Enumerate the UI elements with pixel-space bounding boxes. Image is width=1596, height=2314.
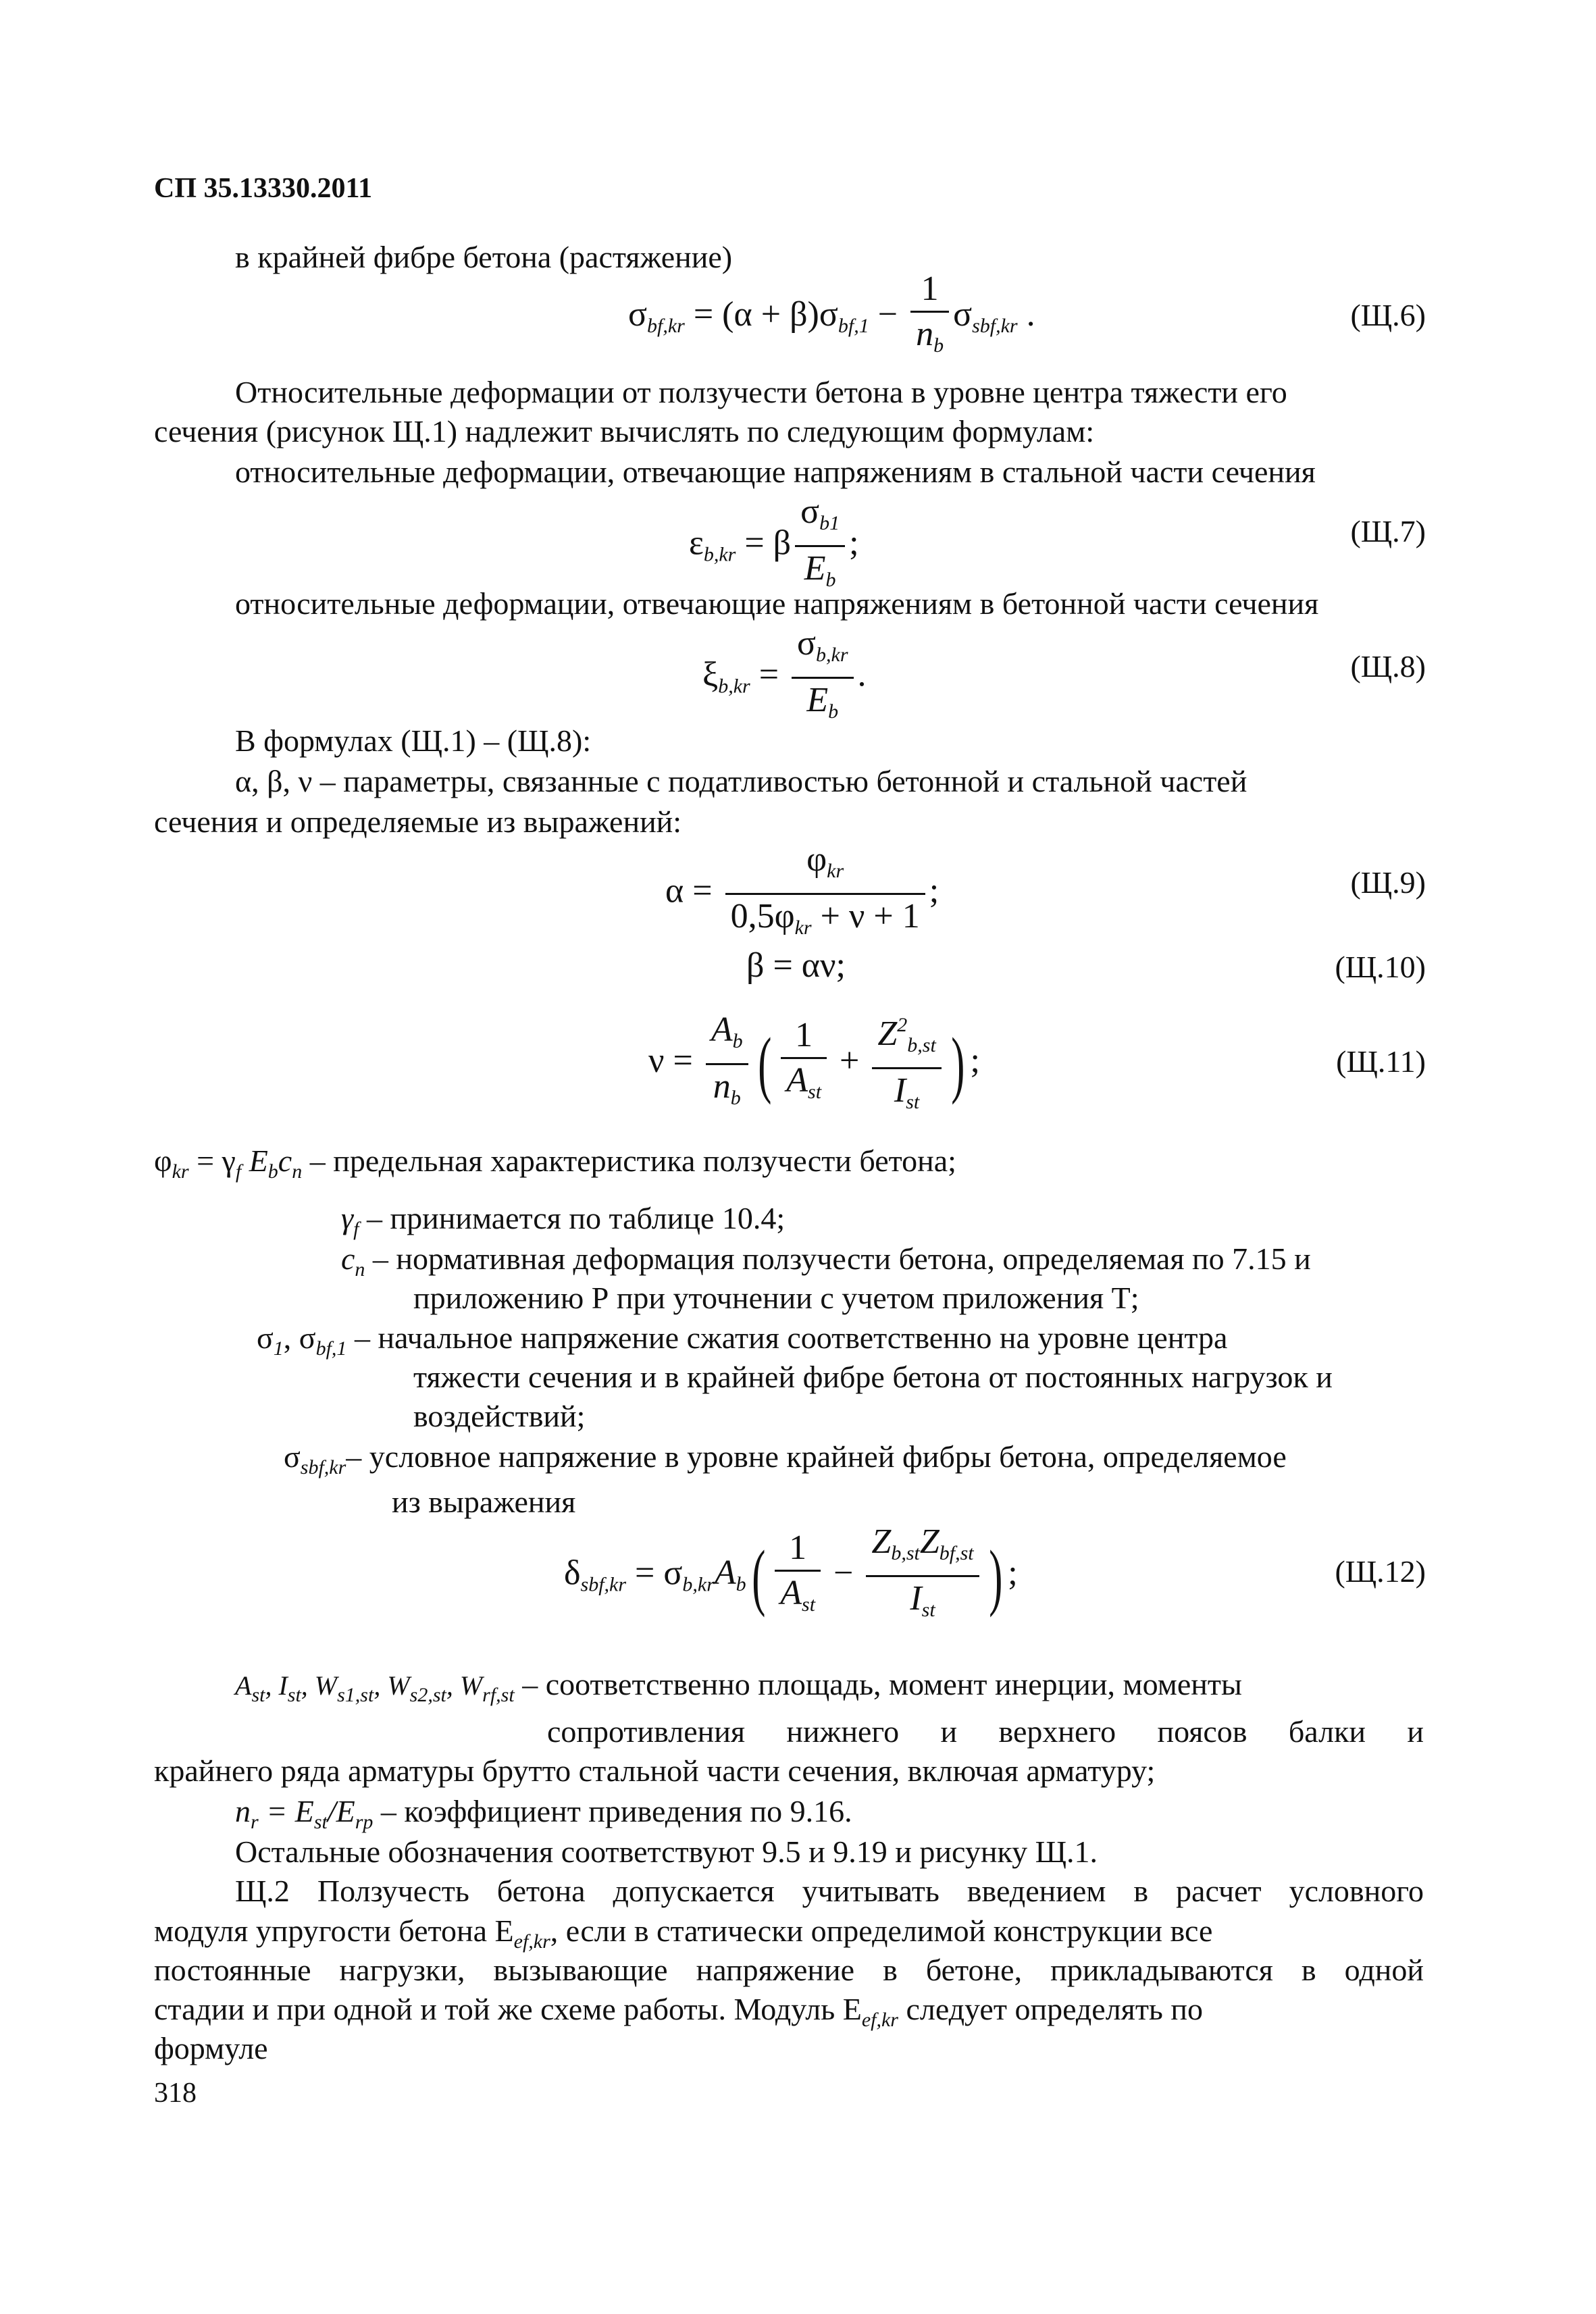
text-line: крайнего ряда арматуры брутто стальной части сечения, включая арматуру; xyxy=(154,1753,1156,1788)
page-number: 318 xyxy=(154,2078,197,2109)
paragraph-line: модуля упругости бетона $E_{ef,kr}$, если в статически определимой конструкции все xyxy=(154,1913,1213,1953)
text-line: воздействий; xyxy=(413,1399,586,1433)
document-header: СП 35.13330.2011 xyxy=(154,173,373,204)
text-line: из выражения xyxy=(392,1485,576,1519)
text-line: Щ.2 Ползучесть бетона допускается учитывать введением в расчет условного xyxy=(235,1874,1424,1908)
text-line: Относительные деформации от ползучести бетона в уровне центра тяжести его xyxy=(235,375,1287,409)
formula-sch9: α = $\frac{\varphi_{kr}}{0,5\varphi_{kr} + \nu + 1}$ ; xyxy=(665,840,939,939)
definition-text: – начальное напряжение сжатия соответственно на уровне центра xyxy=(354,1320,1228,1355)
text-line: тяжести сечения и в крайней фибре бетона от постоянных нагрузок и xyxy=(413,1360,1333,1394)
text-line: Остальные обозначения соответствуют 9.5 и 9.19 и рисунку Щ.1. xyxy=(235,1834,1098,1869)
paragraph-line: стадии и при одной и той же схеме работы. Модуль $E_{ef,kr}$ следует определять по xyxy=(154,1992,1204,2031)
text-line: сопротивления нижнего и верхнего поясов балки и xyxy=(547,1714,1424,1749)
equation-number: (Щ.11) xyxy=(1336,1044,1426,1079)
text-segment: если в статически определимой конструкции все xyxy=(565,1913,1213,1948)
definition-phi: $\varphi_{kr} = \gamma_f$ $E_bc_n$ – предельная характеристика ползучести бетона; xyxy=(154,1143,956,1183)
definition-text: – нормативная деформация ползучести бетона, определяемая по 7.15 и xyxy=(372,1241,1311,1276)
definition-text: – принимается по таблице 10.4; xyxy=(366,1201,786,1235)
equation-number: (Щ.9) xyxy=(1350,865,1426,900)
text-line: относительные деформации, отвечающие напряжениям в стальной части сечения xyxy=(235,455,1316,489)
formula-sch12: $\delta_{sbf,kr} = \sigma_{b,kr}A_b$( $\frac{1}{A_{st}}$ − $\frac{Z_{b,st}Z_{bf,st}}{I_{st}}$ ) ; xyxy=(564,1522,1018,1621)
definition-text: – предельная характеристика ползучести бетона; xyxy=(309,1143,956,1178)
formula-sch8: $\xi_{b,kr}$ = $\frac{\sigma_{b,kr}}{E_b}$ . xyxy=(702,624,867,723)
equation-number: (Щ.10) xyxy=(1335,950,1426,984)
definition-sbf: $\sigma_{sbf,kr}-$ условное напряжение в уровне крайней фибры бетона, определяемое xyxy=(284,1439,1287,1479)
text-line: сечения и определяемые из выражений: xyxy=(154,804,682,839)
formula-sch11: ν = $\frac{A_b}{n_b}$ ( $\frac{1}{A_{st}}$ + $\frac{Z^2_{b,st}}{I_{st}}$ ) ; xyxy=(648,1006,980,1121)
text-segment: модуля упругости бетона E xyxy=(154,1913,514,1948)
equation-number: (Щ.7) xyxy=(1350,514,1426,548)
text-line: формуле xyxy=(154,2031,268,2065)
definition-nr: $n_r = E_{st}/E_{rp}$ – коэффициент приведения по 9.16. xyxy=(235,1794,852,1833)
definition-sigma: $\sigma_1$, $\sigma_{bf,1}$ – начальное напряжение сжатия соответственно на уровне центра xyxy=(257,1320,1228,1360)
formula-sch6: $\sigma_{bf,kr} = (\alpha + \beta)\sigma_{bf,1}$ − $\frac{1}{n_b}$ $\sigma_{sbf,kr}$ . xyxy=(628,269,1035,357)
text-line: В формулах (Щ.1) – (Щ.8): xyxy=(235,723,592,758)
text-segment: стадии и при одной и той же схеме работы. Модуль E xyxy=(154,1992,862,2026)
text-line: относительные деформации, отвечающие напряжениям в бетонной части сечения xyxy=(235,586,1319,621)
equation-number: (Щ.8) xyxy=(1350,649,1426,684)
definition-cn: $c_n$ – нормативная деформация ползучести бетона, определяемая по 7.15 и xyxy=(341,1241,1311,1281)
definition-text: – коэффициент приведения по 9.16. xyxy=(380,1794,852,1828)
definition-gamma: $\gamma_f$ – принимается по таблице 10.4; xyxy=(341,1201,786,1240)
text-line: сечения (рисунок Щ.1) надлежит вычислять по следующим формулам: xyxy=(154,414,1095,448)
text-line: α, β, ν – параметры, связанные с податливостью бетонной и стальной частей xyxy=(235,764,1247,798)
text-line: постоянные нагрузки, вызывающие напряжение в бетоне, прикладываются в одной xyxy=(154,1953,1424,1987)
text-segment: следует определять по xyxy=(906,1992,1204,2026)
definition-text: – условное напряжение в уровне крайней фибры бетона, определяемое xyxy=(346,1439,1287,1474)
formula-sch7: $\varepsilon_{b,kr} = \beta$ $\frac{\sigma_{b1}}{E_b}$ ; xyxy=(689,492,859,591)
definition-text: – соответственно площадь, момент инерции, моменты xyxy=(522,1667,1242,1701)
definition-ast: $A_{st}$, $I_{st}$, $W_{s1,st}$, $W_{s2,st}$, $W_{rf,st}$ – соответственно площадь, момент инерции, моменты xyxy=(235,1667,1242,1706)
equation-number: (Щ.6) xyxy=(1350,298,1426,332)
equation-number: (Щ.12) xyxy=(1335,1554,1426,1589)
text-line: в крайней фибре бетона (растяжение) xyxy=(235,240,733,274)
formula-sch10: β = αν; xyxy=(746,946,846,985)
text-line: приложению Р при уточнении с учетом приложения Т; xyxy=(413,1281,1139,1315)
